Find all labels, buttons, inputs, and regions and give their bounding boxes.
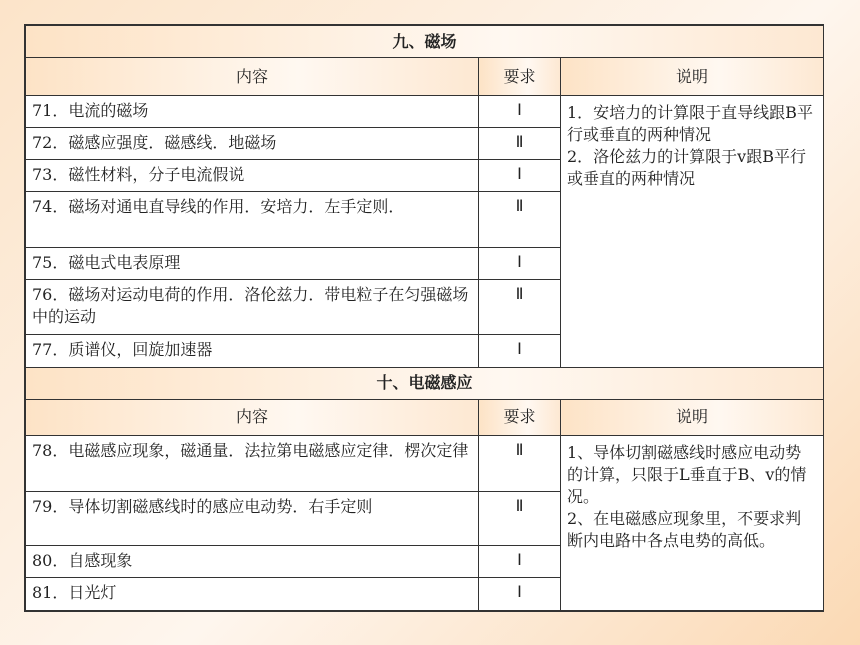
table-row (26, 96, 824, 128)
row-content: 78．电磁感应现象，磁通量．法拉第电磁感应定律．楞次定律 (26, 435, 479, 491)
row-content: 76．磁场对运动电荷的作用．洛伦兹力．带电粒子在匀强磁场中的运动 (26, 280, 479, 335)
row-content: 79．导体切割磁感线时的感应电动势．右手定则 (26, 491, 479, 545)
notes-cell (561, 435, 824, 610)
note-line: 1．安培力的计算限于直导线跟B平行或垂直的两种情况 (567, 103, 813, 145)
header-row (26, 399, 824, 435)
row-content: 73．磁性材料，分子电流假说 (26, 160, 479, 192)
header-content: 内容 (26, 399, 479, 435)
row-requirement: Ⅰ (479, 160, 561, 192)
row-requirement: Ⅰ (479, 248, 561, 280)
header-row (26, 58, 824, 96)
row-requirement: Ⅰ (479, 545, 561, 577)
row-requirement: Ⅱ (479, 192, 561, 248)
syllabus-table-container (24, 24, 824, 612)
section-title-row (26, 367, 824, 399)
header-note: 说明 (561, 399, 824, 435)
row-requirement: Ⅱ (479, 435, 561, 491)
row-requirement: Ⅱ (479, 280, 561, 335)
row-requirement: Ⅰ (479, 577, 561, 610)
row-requirement: Ⅱ (479, 491, 561, 545)
row-content: 74．磁场对通电直导线的作用．安培力．左手定则． (26, 192, 479, 248)
table-row (26, 435, 824, 491)
section-title-row (26, 26, 824, 58)
row-content: 72．磁感应强度．磁感线．地磁场 (26, 128, 479, 160)
header-note: 说明 (561, 58, 824, 96)
syllabus-table (25, 25, 824, 611)
note-line: 1、导体切割磁感线时感应电动势的计算，只限于L垂直于B、v的情况。 (567, 442, 807, 506)
row-content: 71．电流的磁场 (26, 96, 479, 128)
row-content: 81．日光灯 (26, 577, 479, 610)
row-content: 77．质谱仪，回旋加速器 (26, 335, 479, 367)
row-requirement: Ⅱ (479, 128, 561, 160)
notes-cell (561, 96, 824, 367)
row-content: 80．自感现象 (26, 545, 479, 577)
row-requirement: Ⅰ (479, 96, 561, 128)
section-title: 九、磁场 (26, 26, 824, 58)
row-requirement: Ⅰ (479, 335, 561, 367)
note-line: 2、在电磁感应现象里，不要求判断内电路中各点电势的高低。 (567, 508, 802, 550)
row-content: 75．磁电式电表原理 (26, 248, 479, 280)
header-content: 内容 (26, 58, 479, 96)
section-title: 十、电磁感应 (26, 367, 824, 399)
note-line: 2．洛伦兹力的计算限于v跟B平行或垂直的两种情况 (567, 147, 806, 189)
header-requirement: 要求 (479, 58, 561, 96)
header-requirement: 要求 (479, 399, 561, 435)
